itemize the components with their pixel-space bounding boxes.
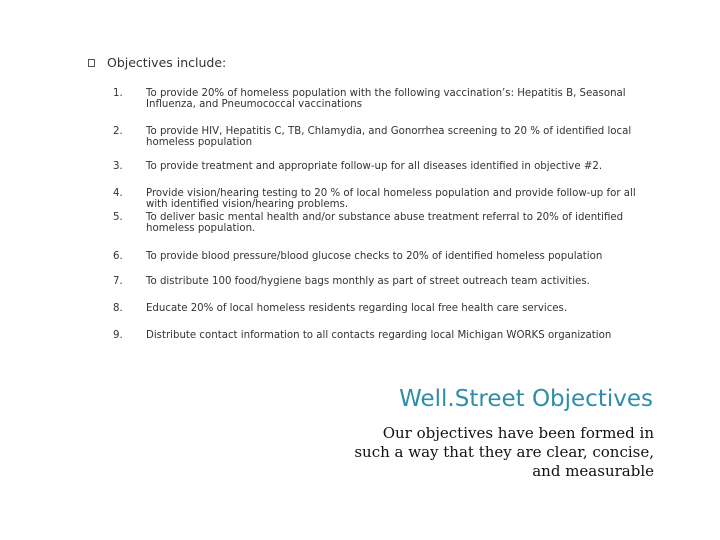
item-text: To provide 20% of homeless population with the following vaccination’s: Hepatitis B, Seasonal Influenza, and Pneumococcal vaccinations [146, 88, 626, 110]
square-bullet-icon [88, 59, 95, 67]
item-text: To distribute 100 food/hygiene bags monthly as part of street outreach team activities. [146, 276, 590, 287]
item-text: Provide vision/hearing testing to 20 % of local homeless population and provide follow-up for all with identified vision/hearing problems. [146, 188, 636, 210]
item-number: 2. [113, 126, 123, 137]
item-number: 1. [113, 88, 123, 99]
item-text: To provide HIV, Hepatitis C, TB, Chlamydia, and Gonorrhea screening to 20 % of identified local homeless population [146, 126, 632, 148]
item-number: 6. [113, 251, 123, 262]
item-text: To provide treatment and appropriate follow-up for all diseases identified in objective #2. [146, 161, 603, 172]
item-text: To deliver basic mental health and/or substance abuse treatment referral to 20% of identified homeless population. [146, 212, 624, 234]
item-text: To provide blood pressure/blood glucose checks to 20% of identified homeless population [146, 251, 603, 262]
item-number: 9. [113, 330, 123, 341]
item-text: Educate 20% of local homeless residents regarding local free health care services. [146, 303, 568, 314]
slide-caption: Our objectives have been formed in such a way that they are clear, concise, and measurable [354, 424, 654, 480]
slide-title: Well.Street Objectives [399, 386, 653, 412]
item-number: 8. [113, 303, 123, 314]
item-number: 7. [113, 276, 123, 287]
objectives-intro: Objectives include: [107, 55, 227, 70]
item-text: Distribute contact information to all contacts regarding local Michigan WORKS organization [146, 330, 612, 341]
item-number: 3. [113, 161, 123, 172]
item-number: 5. [113, 212, 123, 223]
item-number: 4. [113, 188, 123, 199]
